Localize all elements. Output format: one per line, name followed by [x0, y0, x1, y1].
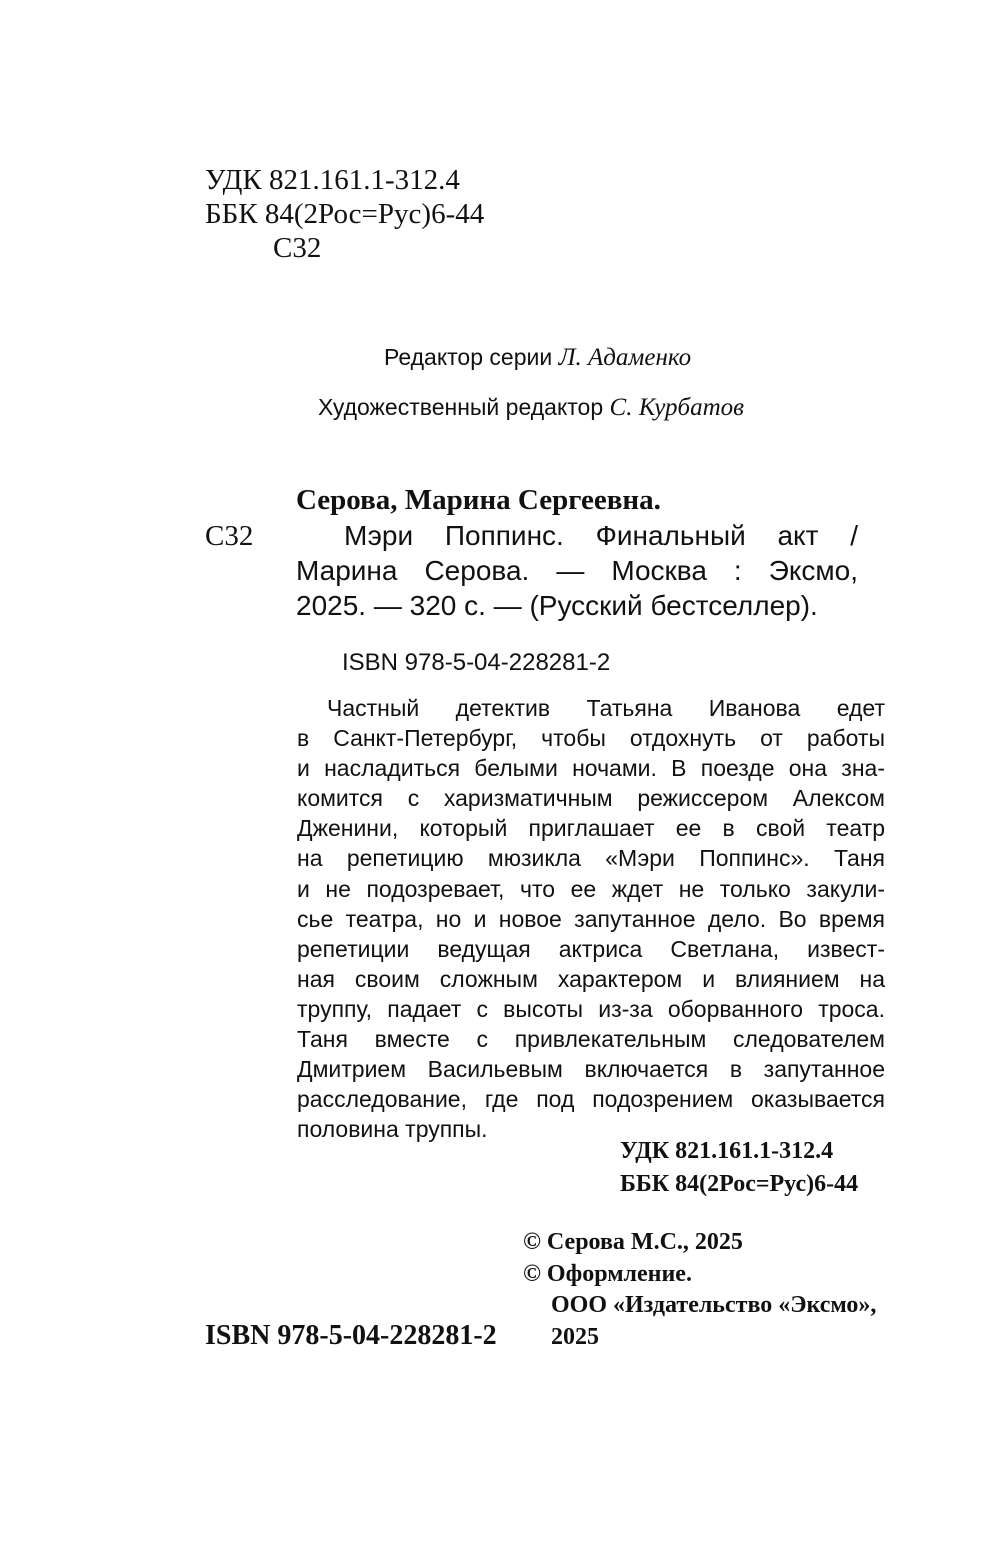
- annotation-line: труппу, падает с высоты из-за оборванного троса.: [297, 995, 885, 1022]
- annotation-line: на репетицию мюзикла «Мэри Поппинс». Таня: [297, 845, 885, 872]
- annotation-line: половина труппы.: [297, 1116, 488, 1143]
- copyright-year: 2025: [551, 1323, 599, 1350]
- copyright-author: © Серова М.С., 2025: [523, 1229, 743, 1255]
- annotation: [297, 693, 885, 1144]
- top-codes: [205, 163, 484, 265]
- author-heading: Серова, Марина Сергеевна.: [296, 484, 661, 516]
- top-bbk: ББК 84(2Рос=Рус)6-44: [205, 198, 485, 230]
- record-mark: С32: [205, 520, 254, 552]
- art-editor-line: [318, 392, 744, 423]
- bib-line-2: Марина Серова. — Москва : Эксмо,: [296, 555, 858, 586]
- annotation-line: ная своим сложным характером и влиянием на: [297, 965, 885, 992]
- art-editor-name: С. Курбатов: [609, 394, 744, 421]
- series-editor-name: Л. Адаменко: [558, 344, 692, 371]
- bib-description: [296, 518, 858, 623]
- annotation-line: Дженини, который приглашает ее в свой театр: [297, 815, 885, 842]
- bottom-udk: УДК 821.161.1-312.4: [620, 1138, 834, 1164]
- bottom-bbk: ББК 84(2Рос=Рус)6-44: [620, 1171, 859, 1197]
- annotation-line: и насладиться белыми ночами. В поезде она зна-: [297, 755, 885, 782]
- annotation-line: Дмитрием Васильевым включается в запутанное: [297, 1056, 885, 1083]
- copyright-publisher: ООО «Издательство «Эксмо»,: [551, 1292, 877, 1318]
- annotation-line: сье театра, но и новое запутанное дело. Во время: [297, 905, 885, 932]
- top-udk: УДК 821.161.1-312.4: [205, 164, 460, 196]
- annotation-line: и не подозревает, что ее ждет не только закули-: [297, 875, 885, 902]
- annotation-line: репетиции ведущая актриса Светлана, извест-: [297, 935, 885, 962]
- copyright-design: © Оформление.: [523, 1260, 692, 1287]
- record-isbn: ISBN 978-5-04-228281-2: [342, 649, 611, 676]
- art-editor-label: Художественный редактор: [318, 394, 604, 420]
- series-editor-line: [384, 342, 691, 373]
- annotation-line: Частный детектив Татьяна Иванова едет: [327, 695, 885, 721]
- bib-line-3: 2025. — 320 с. — (Русский бестселлер).: [296, 590, 818, 621]
- annotation-line: расследование, где под подозрением оказывается: [297, 1086, 885, 1113]
- series-editor-label: Редактор серии: [384, 344, 553, 370]
- annotation-line: комится с харизматичным режиссером Алексом: [297, 785, 885, 812]
- top-author-mark: С32: [273, 232, 322, 264]
- bottom-codes: [620, 1135, 858, 1201]
- annotation-line: в Санкт-Петербург, чтобы отдохнуть от работы: [297, 725, 885, 752]
- footer-isbn: ISBN 978-5-04-228281-2: [205, 1320, 497, 1351]
- bib-line-1: Мэри Поппинс. Финальный акт /: [344, 520, 858, 551]
- annotation-line: Таня вместе с привлекательным следователем: [297, 1026, 885, 1053]
- copyright-block: [523, 1227, 876, 1353]
